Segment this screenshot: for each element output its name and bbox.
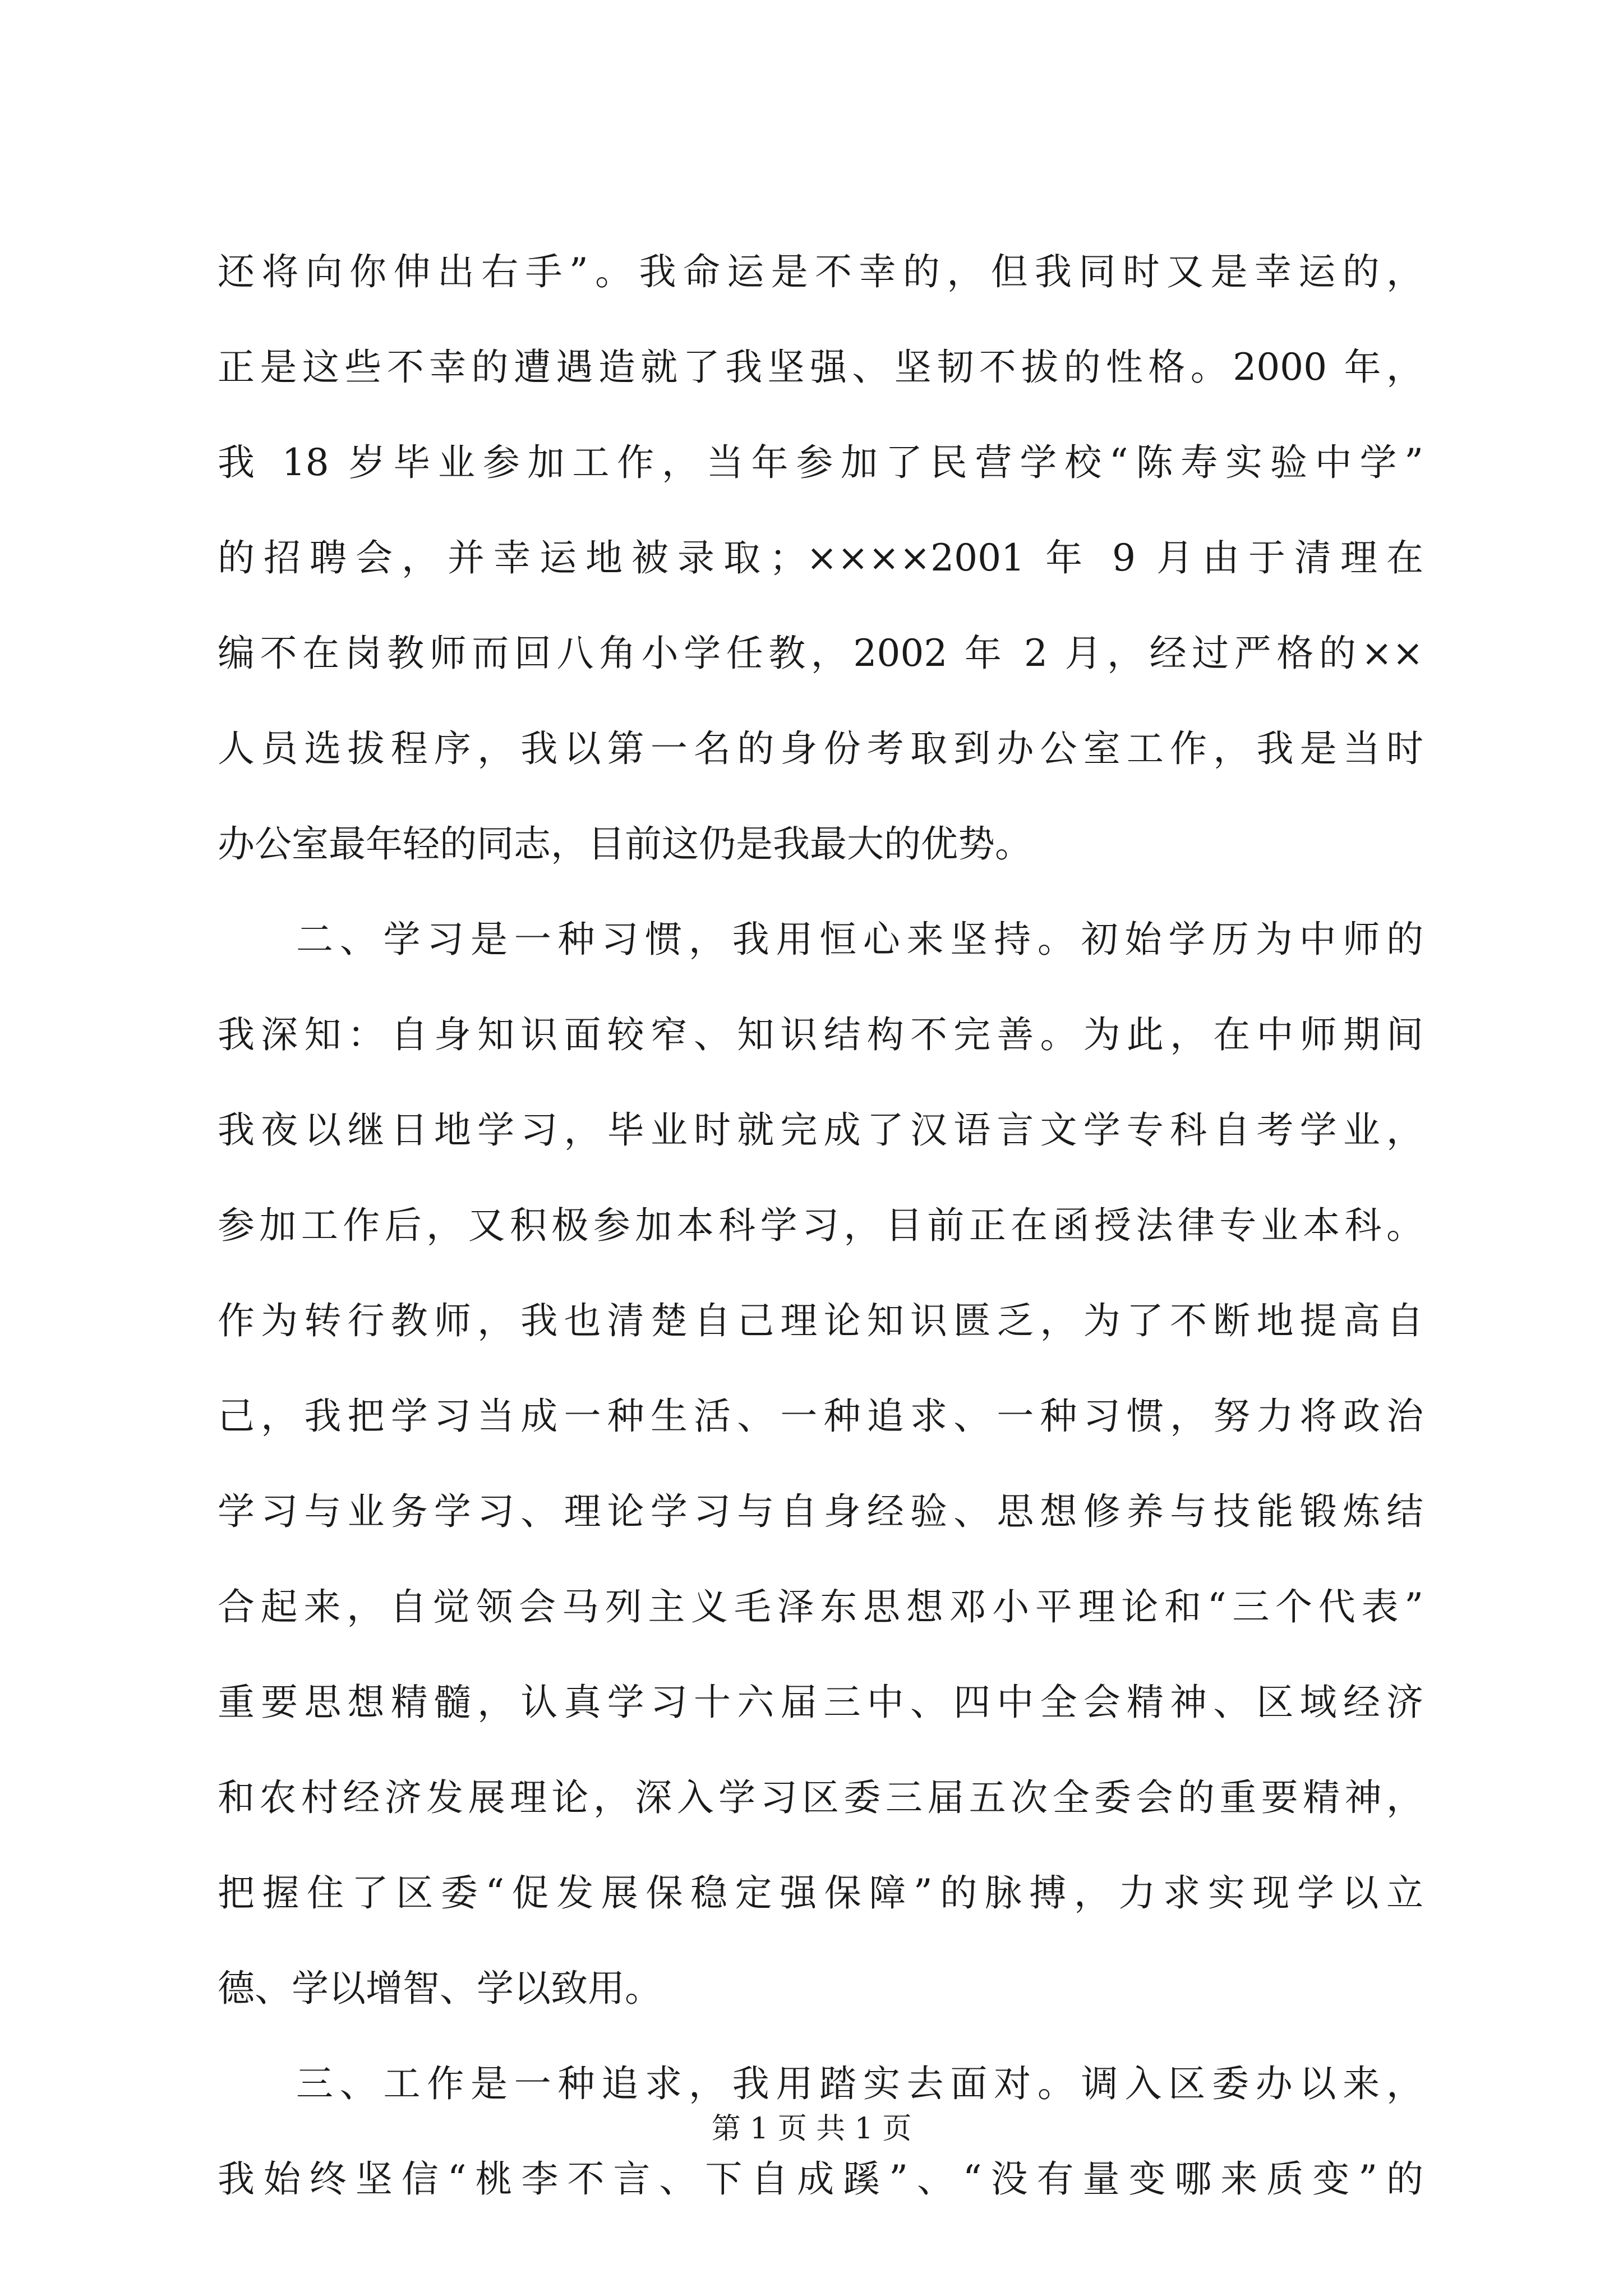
body-text: [218, 224, 1423, 2227]
text-line: 我深知：自身知识面较窄、知识结构不完善。为此，在中师期间: [218, 1013, 1423, 1056]
text-line: 办公室最年轻的同志，目前这仍是我最大的优势。: [218, 822, 1032, 866]
text-line: 参加工作后，又积极参加本科学习，目前正在函授法律专业本科。: [218, 1204, 1423, 1247]
text-line: 人员选拔程序，我以第一名的身份考取到办公室工作，我是当时: [218, 727, 1423, 770]
text-line: 还将向你伸出右手”。我命运是不幸的，但我同时又是幸运的，: [218, 250, 1423, 293]
paragraph-heading-line: 二、学习是一种习惯，我用恒心来坚持。初始学历为中师的: [296, 918, 1423, 961]
text-line: 的招聘会，并幸运地被录取；××××2001 年 9 月由于清理在: [218, 536, 1423, 579]
page-footer: [0, 2106, 1623, 2151]
text-line: 我 18 岁毕业参加工作，当年参加了民营学校“陈寿实验中学”: [218, 441, 1423, 484]
text-line: 合起来，自觉领会马列主义毛泽东思想邓小平理论和“三个代表”: [218, 1585, 1423, 1628]
paragraph-heading-line: 三、工作是一种追求，我用踏实去面对。调入区委办以来，: [296, 2062, 1423, 2105]
text-line: 我始终坚信“桃李不言、下自成蹊”、“没有量变哪来质变”的: [218, 2157, 1423, 2201]
text-line: 己，我把学习当成一种生活、一种追求、一种习惯，努力将政治: [218, 1395, 1423, 1438]
text-line: 正是这些不幸的遭遇造就了我坚强、坚韧不拔的性格。2000 年，: [218, 346, 1423, 389]
text-line: 我夜以继日地学习，毕业时就完成了汉语言文学专科自考学业，: [218, 1108, 1423, 1152]
text-line: 德、学以增智、学以致用。: [218, 1967, 662, 2010]
text-line: 和农村经济发展理论，深入学习区委三届五次全委会的重要精神，: [218, 1776, 1423, 1819]
text-line: 把握住了区委“促发展保稳定强保障”的脉搏，力求实现学以立: [218, 1871, 1423, 1915]
text-line: 作为转行教师，我也清楚自己理论知识匮乏，为了不断地提高自: [218, 1299, 1423, 1342]
text-line: 学习与业务学习、理论学习与自身经验、思想修养与技能锻炼结: [218, 1490, 1423, 1533]
page-number: 第 1 页 共 1 页: [711, 2112, 912, 2146]
text-line: 重要思想精髓，认真学习十六届三中、四中全会精神、区域经济: [218, 1681, 1423, 1724]
text-line: 编不在岗教师而回八角小学任教，2002 年 2 月，经过严格的××: [218, 632, 1423, 675]
